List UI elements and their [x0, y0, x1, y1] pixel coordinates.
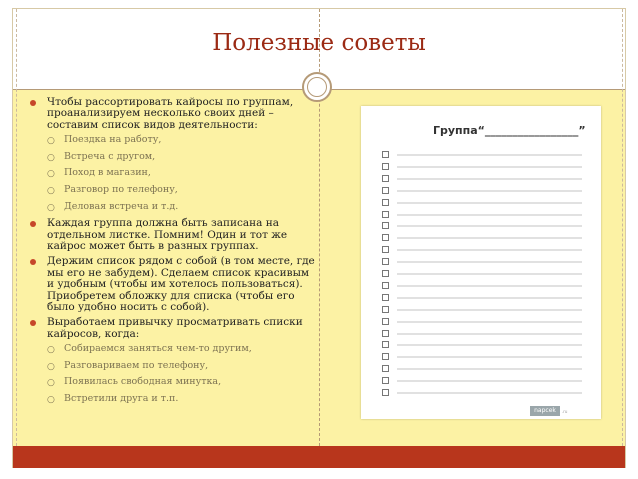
circle-bullet-icon: ○ — [47, 202, 55, 213]
checklist-line — [397, 309, 582, 311]
checkbox-icon — [382, 318, 389, 325]
sub-list-item — [30, 185, 315, 196]
checklist-line — [397, 166, 582, 168]
checklist-line — [397, 368, 582, 370]
checklist-row — [382, 306, 582, 313]
sub-list-item — [30, 361, 315, 372]
circle-bullet-icon: ○ — [47, 169, 55, 180]
checklist-sheet-image — [361, 106, 601, 419]
bullet-text: Выработаем привычку просматривать списки кайросов, когда: — [47, 316, 303, 340]
circle-bullet-icon: ○ — [47, 395, 55, 406]
checkbox-icon — [382, 187, 389, 194]
bullet-icon — [30, 259, 36, 265]
sub-item-text: Поход в магазин, — [64, 167, 151, 179]
sub-list-item — [30, 394, 315, 405]
list-item — [30, 317, 315, 340]
checklist-row — [382, 246, 582, 253]
checkbox-icon — [382, 294, 389, 301]
sub-list — [30, 135, 315, 212]
checkbox-icon — [382, 341, 389, 348]
bullet-icon — [30, 320, 36, 326]
checklist-line — [397, 321, 582, 323]
circle-bullet-icon: ○ — [47, 345, 55, 356]
bullet-list — [30, 97, 315, 411]
checklist-row — [382, 151, 582, 158]
checklist-line — [397, 225, 582, 227]
sub-list-item — [30, 168, 315, 179]
sub-list-item — [30, 135, 315, 146]
sub-item-text: Собираемся заняться чем-то другим, — [64, 343, 252, 355]
checklist-line — [397, 392, 582, 394]
bullet-text: Чтобы рассортировать кайросы по группам, проанализируем несколько своих дней – составим список видов деятельности: — [47, 96, 294, 131]
checkbox-icon — [382, 199, 389, 206]
sub-list-item — [30, 202, 315, 213]
checklist-line — [397, 178, 582, 180]
checkbox-icon — [382, 175, 389, 182]
checkbox-icon — [382, 365, 389, 372]
sub-list-item — [30, 377, 315, 388]
sub-list-item — [30, 152, 315, 163]
checklist-line — [397, 261, 582, 263]
circle-bullet-icon: ○ — [47, 361, 55, 372]
sheet-title: Группа“_________________” — [433, 124, 586, 137]
checkbox-icon — [382, 222, 389, 229]
circle-bullet-icon: ○ — [47, 152, 55, 163]
checkbox-icon — [382, 234, 389, 241]
checklist-row — [382, 365, 582, 372]
checklist-rows — [382, 151, 582, 401]
checklist-line — [397, 273, 582, 275]
checklist-line — [397, 202, 582, 204]
checklist-line — [397, 333, 582, 335]
checkbox-icon — [382, 306, 389, 313]
sub-item-text: Появилась свободная минутка, — [64, 376, 222, 388]
checklist-row — [382, 175, 582, 182]
sheet-logo-ext: .ru — [562, 409, 568, 414]
checklist-line — [397, 154, 582, 156]
checkbox-icon — [382, 258, 389, 265]
checklist-row — [382, 234, 582, 241]
list-item — [30, 97, 315, 131]
checkbox-icon — [382, 211, 389, 218]
checklist-row — [382, 341, 582, 348]
page-title: Полезные советы — [212, 30, 426, 56]
checklist-line — [397, 380, 582, 382]
sub-item-text: Деловая встреча и т.д. — [64, 200, 179, 212]
sub-item-text: Поездка на работу, — [64, 134, 162, 146]
bullet-text: Каждая группа должна быть записана на отдельном листке. Помним! Один и тот же кайрос может быть в разных группах. — [47, 217, 288, 252]
checklist-row — [382, 377, 582, 384]
checklist-line — [397, 285, 582, 287]
checklist-line — [397, 214, 582, 216]
checkbox-icon — [382, 353, 389, 360]
sub-item-text: Разговор по телефону, — [64, 184, 178, 195]
checklist-row — [382, 389, 582, 396]
checkbox-icon — [382, 377, 389, 384]
circle-bullet-icon: ○ — [47, 186, 55, 196]
checklist-row — [382, 211, 582, 218]
checklist-row — [382, 199, 582, 206]
checkbox-icon — [382, 246, 389, 253]
sub-list-item — [30, 344, 315, 355]
checkbox-icon — [382, 330, 389, 337]
checkbox-icon — [382, 282, 389, 289]
checklist-row — [382, 258, 582, 265]
list-item — [30, 218, 315, 252]
sub-item-text: Разговариваем по телефону, — [64, 359, 209, 371]
checkbox-icon — [382, 270, 389, 277]
circle-bullet-icon: ○ — [47, 136, 55, 147]
sub-item-text: Встреча с другом, — [64, 150, 156, 162]
bullet-icon — [30, 221, 36, 227]
checklist-row — [382, 330, 582, 337]
list-item — [30, 256, 315, 313]
bullet-text: Держим список рядом с собой (в том месте, где мы его не забудем). Сделаем список красивым и удобным (чтобы им хотелось пользоваться). Приобретем обложку для списка (чтобы его было удобно носить с собой). — [47, 255, 315, 314]
sub-list — [30, 344, 315, 404]
checklist-line — [397, 297, 582, 299]
checklist-row — [382, 294, 582, 301]
checklist-row — [382, 163, 582, 170]
checklist-row — [382, 282, 582, 289]
checklist-line — [397, 249, 582, 251]
checkbox-icon — [382, 163, 389, 170]
checklist-row — [382, 318, 582, 325]
slide-footer — [13, 446, 625, 468]
checklist-line — [397, 356, 582, 358]
checklist-row — [382, 187, 582, 194]
checklist-line — [397, 237, 582, 239]
checkbox-icon — [382, 389, 389, 396]
checklist-row — [382, 353, 582, 360]
sheet-logo: napcek — [530, 406, 560, 416]
circle-bullet-icon: ○ — [47, 378, 55, 389]
checkbox-icon — [382, 151, 389, 158]
checklist-row — [382, 222, 582, 229]
checklist-line — [397, 190, 582, 192]
bullet-icon — [30, 100, 36, 106]
checklist-line — [397, 344, 582, 346]
checklist-row — [382, 270, 582, 277]
sub-item-text: Встретили друга и т.п. — [64, 393, 179, 405]
